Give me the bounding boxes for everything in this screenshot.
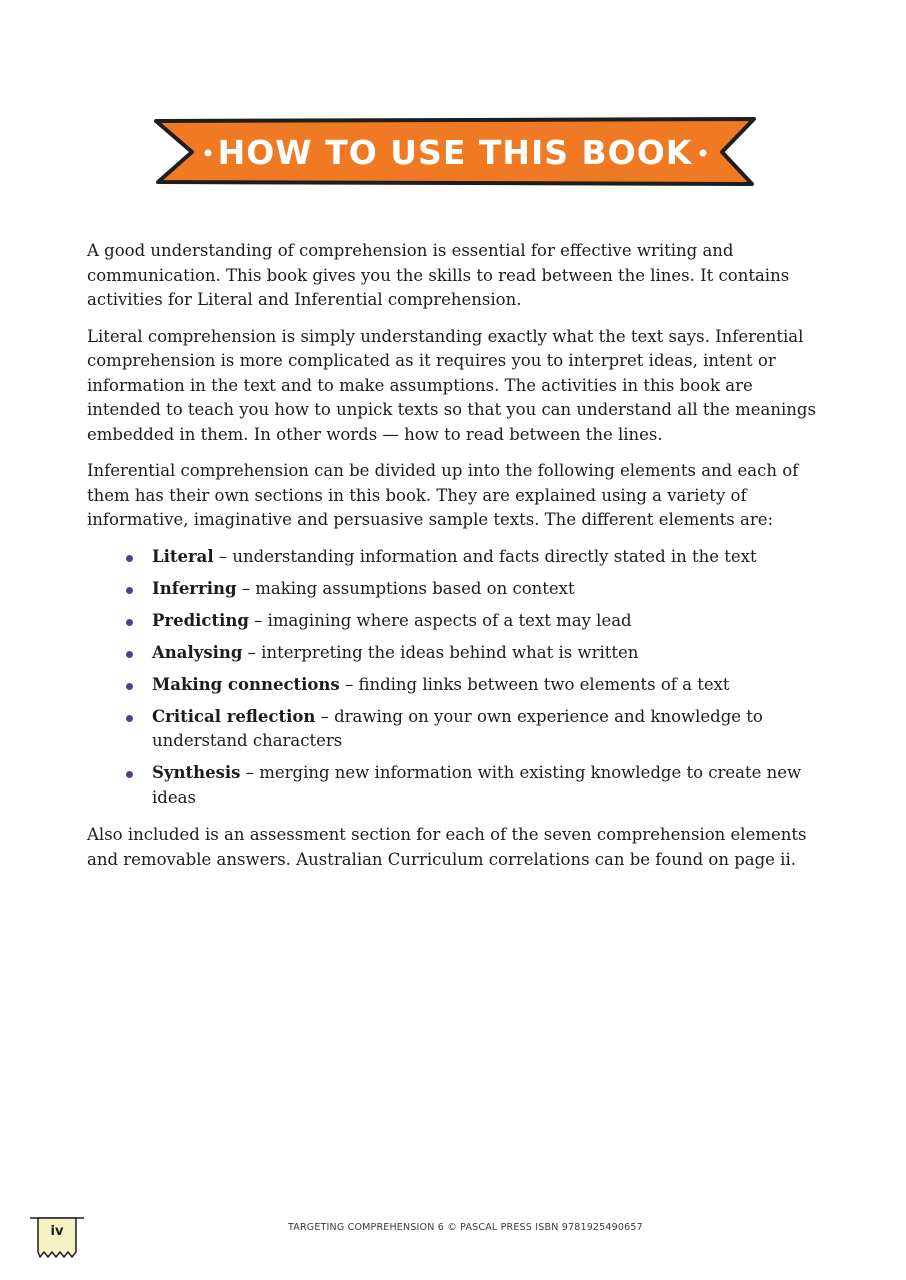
list-item — [152, 705, 822, 754]
element-description: – drawing on your own experience and knowledge to understand characters — [152, 706, 763, 750]
list-item — [152, 673, 822, 698]
element-term: Making connections — [152, 674, 340, 694]
intro-paragraph-1: A good understanding of comprehension is essential for effective writing and communication. This book gives you the skills to read between the lines. It contains activities for Literal and Inferential comprehension. — [87, 241, 790, 309]
bullet-icon — [126, 555, 133, 562]
footer-copyright: TARGETING COMPREHENSION 6 © PASCAL PRESS ISBN 9781925490657 — [288, 1222, 643, 1233]
intro-paragraph-2: Literal comprehension is simply understanding exactly what the text says. Inferential comprehension is more complicated as it requires you to interpret ideas, intent or information in the text and to make assumptions. The activities in this book are intended to teach you how to unpick texts so that you can understand all the meanings embedded in them. In other words — how to read between the lines. — [87, 326, 816, 444]
element-term: Inferring — [152, 578, 237, 598]
element-term: Analysing — [152, 642, 243, 662]
bullet-icon — [126, 771, 133, 778]
list-item — [152, 577, 822, 602]
title-banner — [150, 114, 760, 190]
intro-paragraph-3: Inferential comprehension can be divided up into the following elements and each of them has their own sections in this book. They are explained using a variety of informative, imaginative and persuasive sample texts. The different elements are: — [87, 461, 799, 529]
page-number: iv — [50, 1224, 64, 1239]
list-item — [152, 641, 822, 666]
list-item — [152, 545, 822, 570]
bullet-icon — [126, 715, 133, 722]
bullet-icon — [126, 651, 133, 658]
element-description: – understanding information and facts directly stated in the text — [213, 546, 757, 566]
page-number-tab — [30, 1214, 84, 1260]
element-description: – making assumptions based on context — [236, 578, 575, 598]
bullet-icon — [126, 587, 133, 594]
element-term: Critical reflection — [152, 706, 316, 726]
list-item — [152, 609, 822, 634]
page-title: HOW TO USE THIS BOOK — [217, 132, 693, 172]
element-description: – interpreting the ideas behind what is written — [242, 642, 639, 662]
element-description: – merging new information with existing knowledge to create new ideas — [152, 763, 802, 807]
element-term: Predicting — [152, 610, 249, 630]
list-item — [152, 761, 822, 810]
comprehension-elements-list — [87, 545, 822, 811]
element-term: Literal — [152, 546, 214, 566]
element-term: Synthesis — [152, 763, 241, 782]
closing-paragraph: Also included is an assessment section for each of the seven comprehension elements and removable answers. Australian Curriculum correlations can be found on page ii. — [87, 825, 807, 869]
element-description: – imagining where aspects of a text may lead — [248, 610, 632, 630]
element-description: – finding links between two elements of a text — [339, 674, 730, 694]
body-content — [87, 239, 822, 884]
bullet-icon — [126, 683, 133, 690]
bullet-icon — [126, 619, 133, 626]
